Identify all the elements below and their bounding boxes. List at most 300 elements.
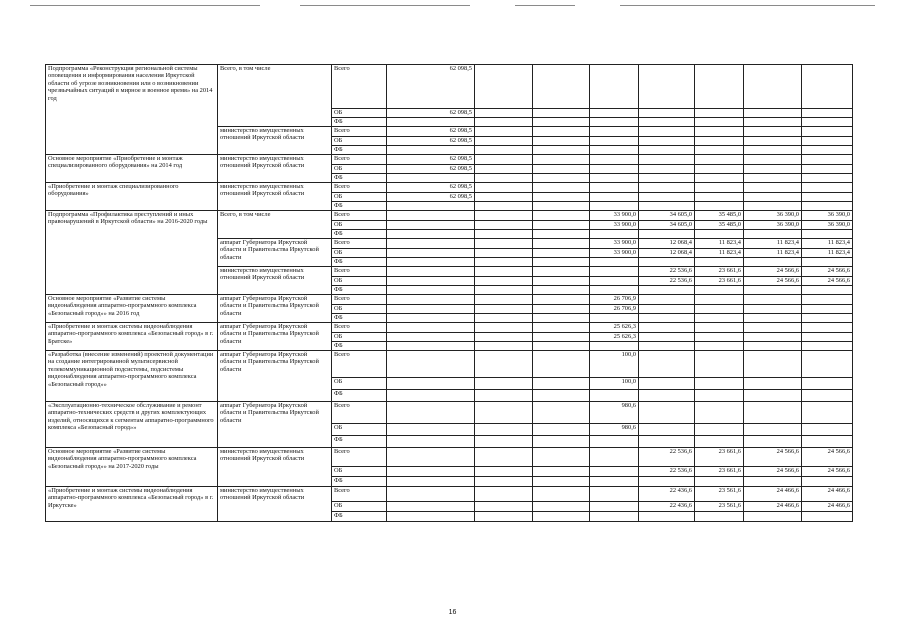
amount-cell xyxy=(802,174,853,183)
program-name-cell: «Приобретение и монтаж специализированного оборудования» xyxy=(46,183,218,211)
amount-cell xyxy=(533,314,590,323)
amount-cell xyxy=(695,165,744,174)
amount-cell xyxy=(475,333,533,342)
amount-cell xyxy=(475,390,533,402)
amount-cell xyxy=(802,477,853,487)
amount-cell xyxy=(475,378,533,390)
amount-cell xyxy=(639,402,695,424)
amount-cell xyxy=(590,118,639,127)
amount-cell xyxy=(695,155,744,165)
amount-cell xyxy=(695,183,744,193)
amount-cell xyxy=(387,323,475,333)
amount-cell xyxy=(744,193,802,202)
amount-cell xyxy=(475,249,533,258)
table-row xyxy=(46,183,853,193)
amount-cell: 33 900,0 xyxy=(590,211,639,221)
funding-source-cell: ОБ xyxy=(332,165,387,174)
amount-cell xyxy=(475,467,533,477)
amount-cell xyxy=(744,146,802,155)
amount-cell xyxy=(695,174,744,183)
amount-cell xyxy=(639,390,695,402)
table-row xyxy=(46,65,853,109)
amount-cell xyxy=(695,477,744,487)
amount-cell xyxy=(387,351,475,378)
amount-cell xyxy=(533,221,590,230)
amount-cell xyxy=(533,295,590,305)
amount-cell xyxy=(695,512,744,522)
program-name-cell: «Эксплуатационно-техническое обслуживание и ремонт аппаратно-технических средств и других комплектующих изделий, относящихся к сегментам аппаратно-программного комплекса «Безопасный город»» xyxy=(46,402,218,448)
amount-cell xyxy=(387,436,475,448)
amount-cell xyxy=(802,402,853,424)
funding-source-cell: Всего xyxy=(332,487,387,502)
program-name-cell: Основное мероприятие «Развитие системы видеонаблюдения аппаратно-программного комплекса «Безопасный город»» на 2017-2020 годы xyxy=(46,448,218,487)
amount-cell xyxy=(475,239,533,249)
amount-cell xyxy=(802,436,853,448)
executor-cell: министерство имущественных отношений Иркутской области xyxy=(218,448,332,487)
amount-cell: 980,6 xyxy=(590,402,639,424)
funding-source-cell: ОБ xyxy=(332,333,387,342)
amount-cell: 23 561,6 xyxy=(695,487,744,502)
funding-source-cell: ОБ xyxy=(332,424,387,436)
amount-cell xyxy=(590,436,639,448)
funding-source-cell: Всего xyxy=(332,127,387,137)
executor-cell: министерство имущественных отношений Иркутской области xyxy=(218,487,332,522)
program-name-cell: «Приобретение и монтаж системы видеонаблюдения аппаратно-программного комплекса «Безопасный город» в г. Иркутске» xyxy=(46,487,218,522)
amount-cell xyxy=(475,277,533,286)
amount-cell: 22 536,6 xyxy=(639,448,695,467)
amount-cell xyxy=(475,512,533,522)
funding-source-cell: ФБ xyxy=(332,342,387,351)
amount-cell xyxy=(639,342,695,351)
amount-cell xyxy=(802,378,853,390)
amount-cell xyxy=(387,467,475,477)
table-row xyxy=(46,448,853,467)
amount-cell xyxy=(533,390,590,402)
table-row xyxy=(46,155,853,165)
funding-source-cell: Всего xyxy=(332,239,387,249)
amount-cell xyxy=(475,230,533,239)
amount-cell xyxy=(475,477,533,487)
amount-cell: 11 823,4 xyxy=(744,249,802,258)
funding-source-cell: ОБ xyxy=(332,378,387,390)
amount-cell xyxy=(639,477,695,487)
amount-cell xyxy=(475,174,533,183)
amount-cell xyxy=(744,305,802,314)
funding-source-cell: ОБ xyxy=(332,249,387,258)
amount-cell xyxy=(744,314,802,323)
funding-source-cell: Всего xyxy=(332,402,387,424)
amount-cell xyxy=(695,351,744,378)
amount-cell xyxy=(475,165,533,174)
amount-cell xyxy=(387,258,475,267)
funding-source-cell: ФБ xyxy=(332,202,387,211)
table-row xyxy=(46,351,853,378)
amount-cell: 35 485,0 xyxy=(695,221,744,230)
amount-cell: 11 823,4 xyxy=(802,249,853,258)
amount-cell xyxy=(590,286,639,295)
funding-source-cell: Всего xyxy=(332,155,387,165)
amount-cell: 24 566,6 xyxy=(744,467,802,477)
amount-cell: 34 605,0 xyxy=(639,211,695,221)
amount-cell xyxy=(387,342,475,351)
amount-cell xyxy=(387,146,475,155)
budget-table xyxy=(45,64,853,522)
amount-cell xyxy=(533,258,590,267)
amount-cell xyxy=(744,342,802,351)
amount-cell xyxy=(695,202,744,211)
amount-cell xyxy=(475,351,533,378)
funding-source-cell: ОБ xyxy=(332,305,387,314)
amount-cell xyxy=(695,333,744,342)
amount-cell xyxy=(639,512,695,522)
amount-cell xyxy=(744,390,802,402)
amount-cell xyxy=(695,424,744,436)
amount-cell: 62 098,5 xyxy=(387,193,475,202)
amount-cell: 23 661,6 xyxy=(695,267,744,277)
amount-cell xyxy=(639,314,695,323)
amount-cell xyxy=(533,211,590,221)
amount-cell xyxy=(590,448,639,467)
amount-cell: 22 436,6 xyxy=(639,502,695,512)
program-name-cell: Основное мероприятие «Развитие системы видеонаблюдения аппаратно-программного комплекса «Безопасный город»» на 2016 год xyxy=(46,295,218,323)
amount-cell xyxy=(387,211,475,221)
amount-cell xyxy=(590,258,639,267)
amount-cell xyxy=(802,351,853,378)
amount-cell xyxy=(590,487,639,502)
amount-cell xyxy=(533,65,590,109)
amount-cell xyxy=(590,65,639,109)
amount-cell xyxy=(695,146,744,155)
funding-source-cell: ФБ xyxy=(332,390,387,402)
amount-cell xyxy=(533,378,590,390)
amount-cell xyxy=(590,165,639,174)
funding-source-cell: Всего xyxy=(332,267,387,277)
amount-cell xyxy=(387,249,475,258)
amount-cell xyxy=(533,146,590,155)
page-number: 16 xyxy=(448,609,457,616)
funding-source-cell: ОБ xyxy=(332,467,387,477)
amount-cell xyxy=(533,174,590,183)
amount-cell xyxy=(590,155,639,165)
amount-cell xyxy=(475,118,533,127)
amount-cell xyxy=(533,165,590,174)
amount-cell: 22 536,6 xyxy=(639,467,695,477)
amount-cell xyxy=(802,286,853,295)
amount-cell xyxy=(802,146,853,155)
amount-cell xyxy=(802,183,853,193)
amount-cell xyxy=(387,295,475,305)
amount-cell: 23 661,6 xyxy=(695,467,744,477)
amount-cell xyxy=(802,390,853,402)
amount-cell xyxy=(744,436,802,448)
funding-source-cell: ФБ xyxy=(332,146,387,155)
amount-cell xyxy=(639,165,695,174)
amount-cell xyxy=(744,118,802,127)
amount-cell xyxy=(590,127,639,137)
funding-source-cell: ОБ xyxy=(332,137,387,146)
executor-cell: Всего, в том числе xyxy=(218,211,332,239)
amount-cell xyxy=(387,305,475,314)
amount-cell: 25 626,3 xyxy=(590,323,639,333)
table-row xyxy=(46,402,853,424)
amount-cell xyxy=(802,118,853,127)
amount-cell: 11 823,4 xyxy=(695,239,744,249)
amount-cell xyxy=(590,193,639,202)
amount-cell: 24 466,6 xyxy=(802,487,853,502)
amount-cell xyxy=(387,314,475,323)
amount-cell: 62 098,5 xyxy=(387,137,475,146)
amount-cell xyxy=(475,258,533,267)
table-row xyxy=(46,323,853,333)
amount-cell: 11 823,4 xyxy=(744,239,802,249)
amount-cell xyxy=(639,109,695,118)
amount-cell xyxy=(802,258,853,267)
amount-cell xyxy=(802,424,853,436)
amount-cell xyxy=(639,286,695,295)
amount-cell xyxy=(475,127,533,137)
amount-cell xyxy=(802,314,853,323)
amount-cell xyxy=(475,267,533,277)
amount-cell: 11 823,4 xyxy=(802,239,853,249)
amount-cell: 24 566,6 xyxy=(802,267,853,277)
amount-cell: 24 566,6 xyxy=(744,448,802,467)
amount-cell xyxy=(639,193,695,202)
amount-cell xyxy=(387,202,475,211)
amount-cell xyxy=(744,65,802,109)
amount-cell xyxy=(387,487,475,502)
amount-cell xyxy=(802,193,853,202)
amount-cell xyxy=(695,436,744,448)
amount-cell xyxy=(590,512,639,522)
amount-cell: 12 068,4 xyxy=(639,249,695,258)
amount-cell: 22 536,6 xyxy=(639,277,695,286)
amount-cell: 62 098,5 xyxy=(387,165,475,174)
scan-edge-line xyxy=(620,5,875,6)
amount-cell: 100,0 xyxy=(590,378,639,390)
amount-cell xyxy=(387,402,475,424)
amount-cell xyxy=(695,342,744,351)
executor-cell: Всего, в том числе xyxy=(218,65,332,127)
amount-cell xyxy=(475,221,533,230)
amount-cell xyxy=(533,487,590,502)
amount-cell xyxy=(744,424,802,436)
executor-cell: министерство имущественных отношений Иркутской области xyxy=(218,127,332,155)
amount-cell: 62 098,5 xyxy=(387,183,475,193)
amount-cell: 24 466,6 xyxy=(744,502,802,512)
amount-cell xyxy=(802,342,853,351)
amount-cell xyxy=(695,193,744,202)
amount-cell xyxy=(590,202,639,211)
amount-cell xyxy=(695,230,744,239)
amount-cell xyxy=(744,183,802,193)
amount-cell: 62 098,5 xyxy=(387,127,475,137)
amount-cell: 33 900,0 xyxy=(590,249,639,258)
amount-cell xyxy=(802,333,853,342)
amount-cell xyxy=(590,137,639,146)
funding-source-cell: ФБ xyxy=(332,118,387,127)
scan-edge-line xyxy=(30,5,260,6)
amount-cell xyxy=(475,448,533,467)
amount-cell xyxy=(639,295,695,305)
executor-cell: аппарат Губернатора Иркутской области и Правительства Иркутской области xyxy=(218,402,332,448)
program-name-cell: Основное мероприятие «Приобретение и монтаж специализированного оборудования» на 2014 год xyxy=(46,155,218,183)
amount-cell xyxy=(744,286,802,295)
amount-cell xyxy=(590,109,639,118)
amount-cell xyxy=(639,127,695,137)
amount-cell xyxy=(475,314,533,323)
amount-cell xyxy=(387,118,475,127)
funding-source-cell: ФБ xyxy=(332,314,387,323)
amount-cell xyxy=(475,424,533,436)
amount-cell xyxy=(639,351,695,378)
amount-cell xyxy=(590,277,639,286)
amount-cell xyxy=(695,118,744,127)
amount-cell xyxy=(533,267,590,277)
executor-cell: аппарат Губернатора Иркутской области и Правительства Иркутской области xyxy=(218,323,332,351)
amount-cell: 26 706,9 xyxy=(590,305,639,314)
amount-cell: 34 605,0 xyxy=(639,221,695,230)
amount-cell xyxy=(533,502,590,512)
amount-cell xyxy=(744,230,802,239)
funding-source-cell: ФБ xyxy=(332,286,387,295)
amount-cell xyxy=(533,512,590,522)
amount-cell xyxy=(639,183,695,193)
funding-source-cell: Всего xyxy=(332,351,387,378)
amount-cell xyxy=(744,351,802,378)
funding-source-cell: Всего xyxy=(332,448,387,467)
amount-cell xyxy=(387,333,475,342)
table-row xyxy=(46,211,853,221)
executor-cell: министерство имущественных отношений Иркутской области xyxy=(218,155,332,183)
amount-cell xyxy=(639,333,695,342)
amount-cell: 980,6 xyxy=(590,424,639,436)
amount-cell: 24 566,6 xyxy=(802,277,853,286)
amount-cell xyxy=(533,109,590,118)
amount-cell: 24 566,6 xyxy=(802,467,853,477)
amount-cell xyxy=(744,295,802,305)
amount-cell xyxy=(387,477,475,487)
amount-cell xyxy=(475,65,533,109)
amount-cell: 25 626,3 xyxy=(590,333,639,342)
amount-cell xyxy=(590,390,639,402)
executor-cell: аппарат Губернатора Иркутской области и Правительства Иркутской области xyxy=(218,239,332,267)
amount-cell xyxy=(533,323,590,333)
amount-cell: 62 098,5 xyxy=(387,155,475,165)
amount-cell xyxy=(639,65,695,109)
amount-cell xyxy=(533,183,590,193)
amount-cell xyxy=(533,193,590,202)
amount-cell xyxy=(639,202,695,211)
executor-cell: аппарат Губернатора Иркутской области и Правительства Иркутской области xyxy=(218,295,332,323)
amount-cell xyxy=(533,137,590,146)
amount-cell xyxy=(744,333,802,342)
amount-cell: 35 485,0 xyxy=(695,211,744,221)
amount-cell: 36 390,0 xyxy=(744,221,802,230)
amount-cell xyxy=(802,323,853,333)
amount-cell: 24 566,6 xyxy=(744,277,802,286)
executor-cell: министерство имущественных отношений Иркутской области xyxy=(218,267,332,295)
amount-cell xyxy=(475,487,533,502)
amount-cell xyxy=(802,109,853,118)
amount-cell xyxy=(590,146,639,155)
funding-source-cell: Всего xyxy=(332,323,387,333)
amount-cell xyxy=(533,277,590,286)
amount-cell: 23 561,6 xyxy=(695,502,744,512)
amount-cell xyxy=(475,305,533,314)
amount-cell xyxy=(695,378,744,390)
amount-cell: 24 466,6 xyxy=(802,502,853,512)
amount-cell xyxy=(590,502,639,512)
amount-cell xyxy=(533,305,590,314)
funding-source-cell: ОБ xyxy=(332,277,387,286)
amount-cell: 26 706,9 xyxy=(590,295,639,305)
amount-cell: 33 900,0 xyxy=(590,221,639,230)
amount-cell xyxy=(475,286,533,295)
amount-cell xyxy=(639,146,695,155)
amount-cell xyxy=(744,155,802,165)
amount-cell xyxy=(639,174,695,183)
amount-cell xyxy=(639,258,695,267)
amount-cell: 12 068,4 xyxy=(639,239,695,249)
scan-edge-line xyxy=(300,5,470,6)
amount-cell xyxy=(744,477,802,487)
amount-cell xyxy=(802,65,853,109)
amount-cell xyxy=(744,127,802,137)
amount-cell xyxy=(802,305,853,314)
amount-cell xyxy=(639,155,695,165)
amount-cell xyxy=(802,512,853,522)
amount-cell xyxy=(533,118,590,127)
amount-cell xyxy=(387,390,475,402)
amount-cell xyxy=(533,467,590,477)
table-row xyxy=(46,487,853,502)
amount-cell xyxy=(590,342,639,351)
amount-cell xyxy=(590,230,639,239)
funding-source-cell: ОБ xyxy=(332,221,387,230)
funding-source-cell: ОБ xyxy=(332,502,387,512)
amount-cell xyxy=(802,155,853,165)
amount-cell xyxy=(802,127,853,137)
amount-cell xyxy=(802,165,853,174)
amount-cell xyxy=(533,230,590,239)
amount-cell: 22 536,6 xyxy=(639,267,695,277)
amount-cell xyxy=(639,378,695,390)
program-name-cell: «Приобретение и монтаж системы видеонаблюдения аппаратно-программного комплекса «Безопасный город» в г. Братске» xyxy=(46,323,218,351)
amount-cell xyxy=(475,137,533,146)
amount-cell xyxy=(475,502,533,512)
amount-cell xyxy=(802,202,853,211)
amount-cell xyxy=(533,351,590,378)
amount-cell: 62 098,5 xyxy=(387,109,475,118)
funding-source-cell: Всего xyxy=(332,65,387,109)
amount-cell xyxy=(387,239,475,249)
amount-cell xyxy=(533,127,590,137)
amount-cell: 100,0 xyxy=(590,351,639,378)
funding-source-cell: ОБ xyxy=(332,109,387,118)
amount-cell: 22 436,6 xyxy=(639,487,695,502)
amount-cell xyxy=(744,137,802,146)
amount-cell: 36 390,0 xyxy=(744,211,802,221)
amount-cell: 24 566,6 xyxy=(744,267,802,277)
amount-cell xyxy=(387,512,475,522)
amount-cell xyxy=(695,305,744,314)
amount-cell xyxy=(475,155,533,165)
amount-cell xyxy=(695,314,744,323)
amount-cell xyxy=(695,109,744,118)
amount-cell xyxy=(639,305,695,314)
amount-cell: 11 823,4 xyxy=(695,249,744,258)
amount-cell xyxy=(387,267,475,277)
